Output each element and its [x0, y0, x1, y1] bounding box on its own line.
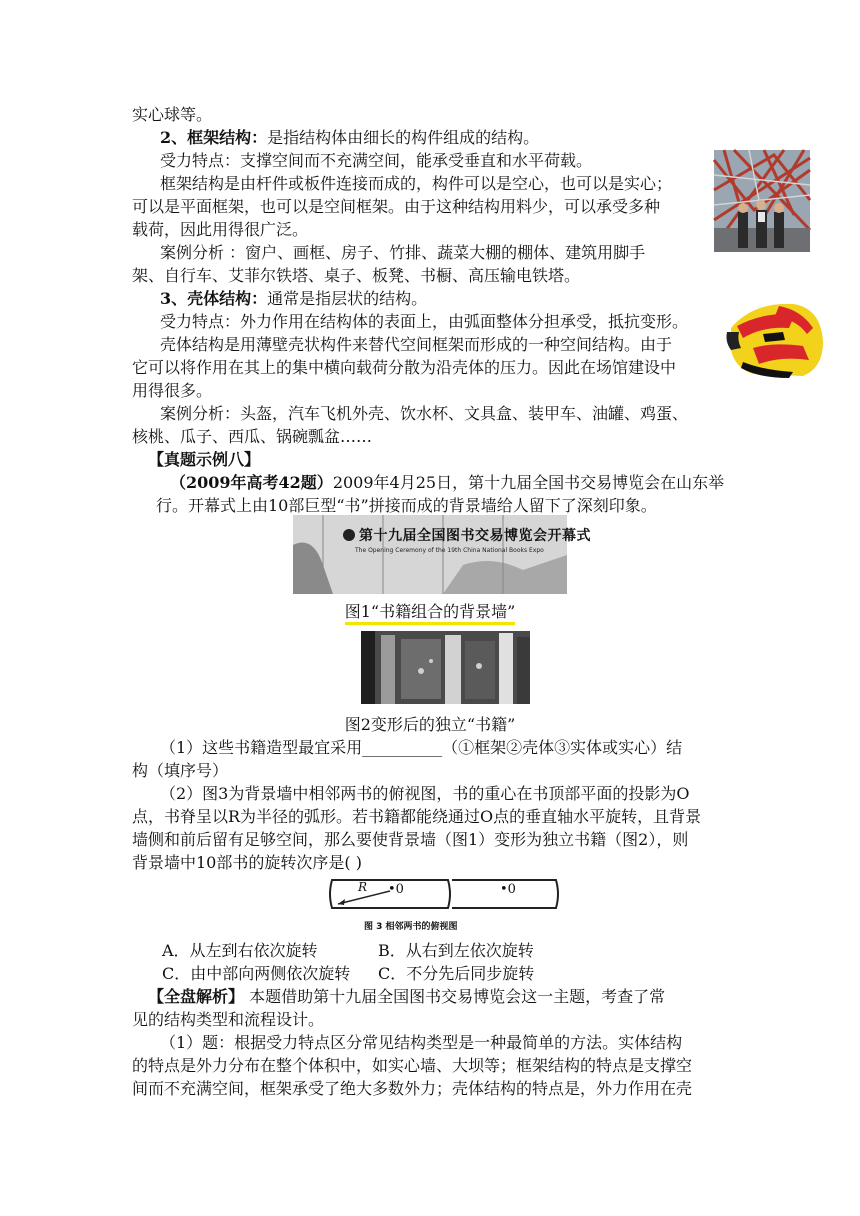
text-line: 见的结构类型和流程设计。: [132, 1010, 325, 1029]
text-line: 案例分析：头盔，汽车飞机外壳、饮水杯、文具盒、装甲车、油罐、鸡蛋、: [160, 404, 689, 423]
heading-label: 3、壳体结构：: [160, 289, 268, 308]
option-a: A．从左到右依次旋转: [162, 941, 318, 960]
option-d: C．不分先后同步旋转: [378, 964, 535, 983]
text-line: 案例分析 ：窗户、画框、房子、竹排、蔬菜大棚的棚体、建筑用脚手: [160, 243, 646, 262]
figure-3-caption: 图 3 相邻两书的俯视图: [364, 922, 458, 932]
heading-label: 2、框架结构：: [160, 128, 268, 147]
text-line: 实心球等。: [132, 105, 213, 124]
text-line: 受力特点：支撑空间而不充满空间，能承受垂直和水平荷载。: [160, 151, 593, 170]
analysis-heading: 【全盘解析】: [148, 987, 245, 1006]
text-line: 核桃、瓜子、西瓜、锅碗瓢盆……: [132, 427, 373, 446]
example-heading: 【真题示例八】: [148, 450, 261, 469]
radius-label: R: [358, 880, 368, 894]
figure-3: [328, 876, 562, 932]
heading-text: 通常是指层状的结构。: [267, 289, 428, 308]
text-line: 壳体结构是用薄壁壳状构件来替代空间框架而形成的一种空间结构。由于: [160, 335, 673, 354]
analysis-text: 本题借助第十九届全国图书交易博览会这一主题，考查了常: [244, 987, 666, 1006]
text-line: 框架结构是由杆件或板件连接而成的，构件可以是空心，也可以是实心；: [160, 174, 673, 193]
stadium-photo: [714, 150, 810, 252]
question-1-line: 构（填序号）: [132, 761, 229, 780]
question-text: 2009年4月25日，第十九届全国书交易博览会在山东举: [332, 473, 725, 492]
text-line: 受力特点：外力作用在结构体的表面上，由弧面整体分担承受，抵抗变形。: [160, 312, 689, 331]
figure-1-caption: 图1“书籍组合的背景墙”: [345, 602, 516, 625]
text-line: 间而不充满空间，框架承受了绝大多数外力；壳体结构的特点是，外力作用在壳: [132, 1079, 693, 1098]
center-point-right: •0: [500, 882, 516, 897]
text-line: 的特点是外力分布在整个体积中，如实心墙、大坝等；框架结构的特点是支撑空: [132, 1056, 693, 1075]
figure-1-subtitle: The Opening Ceremony of the 19th China National Books Expo: [355, 547, 544, 554]
figure-2-photo: [361, 631, 530, 704]
text-line: 行。开幕式上由10部巨型“书”拼接而成的背景墙给人留下了深刻印象。: [156, 496, 657, 515]
center-point-left: •0: [388, 882, 404, 897]
figure-2-caption: 图2变形后的独立“书籍”: [344, 715, 516, 734]
independent-books-drawing: [361, 631, 530, 704]
figure-1-banner: 第十九届全国图书交易博览会开幕式: [359, 528, 591, 544]
question-2-line: （2）图3为背景墙中相邻两书的俯视图，书的重心在书顶部平面的投影为O: [160, 784, 690, 803]
question-1-line: （1）这些书籍造型最宜采用__________（①框架②壳体③实体或实心）结: [160, 738, 683, 757]
question-2-line: 墙侧和前后留有足够空间，那么要使背景墙（图1）变形为独立书籍（图2），则: [132, 830, 689, 849]
text-line: 可以是平面框架，也可以是空间框架。由于这种结构用料少，可以承受多种: [132, 197, 661, 216]
stadium-photo-drawing: [714, 150, 810, 252]
question-source: （2009年高考42题）: [170, 473, 333, 492]
question-2-line: 点，书脊呈以R为半径的弧形。若书籍都能绕通过O点的垂直轴水平旋转，且背景: [132, 807, 702, 826]
question-intro: [170, 472, 724, 494]
heading-text: 是指结构体由细长的构件组成的结构。: [267, 128, 540, 147]
figure-1-photo: [293, 515, 591, 594]
analysis-intro: [148, 986, 665, 1008]
text-line: 用得很多。: [132, 381, 213, 400]
text-line: （1）题：根据受力特点区分常见结构类型是一种最简单的方法。实体结构: [160, 1033, 683, 1052]
option-b: B．从右到左依次旋转: [378, 941, 534, 960]
option-c: C．由中部向两侧依次旋转: [162, 964, 351, 983]
text-line: 它可以将作用在其上的集中横向载荷分散为沿壳体的压力。因此在场馆建设中: [132, 358, 677, 377]
text-line: 载荷，因此用得很广泛。: [132, 220, 309, 239]
text-line: 架、自行车、艾菲尔铁塔、桌子、板凳、书橱、高压输电铁塔。: [132, 266, 581, 285]
section-heading-frame: [160, 127, 539, 149]
section-heading-shell: [160, 288, 427, 310]
figure-1-caption-row: [0, 601, 860, 623]
question-2-line: 背景墙中10部书的旋转次序是( ): [132, 853, 362, 872]
helmet-drawing: [723, 298, 825, 380]
helmet-photo: [723, 298, 825, 380]
